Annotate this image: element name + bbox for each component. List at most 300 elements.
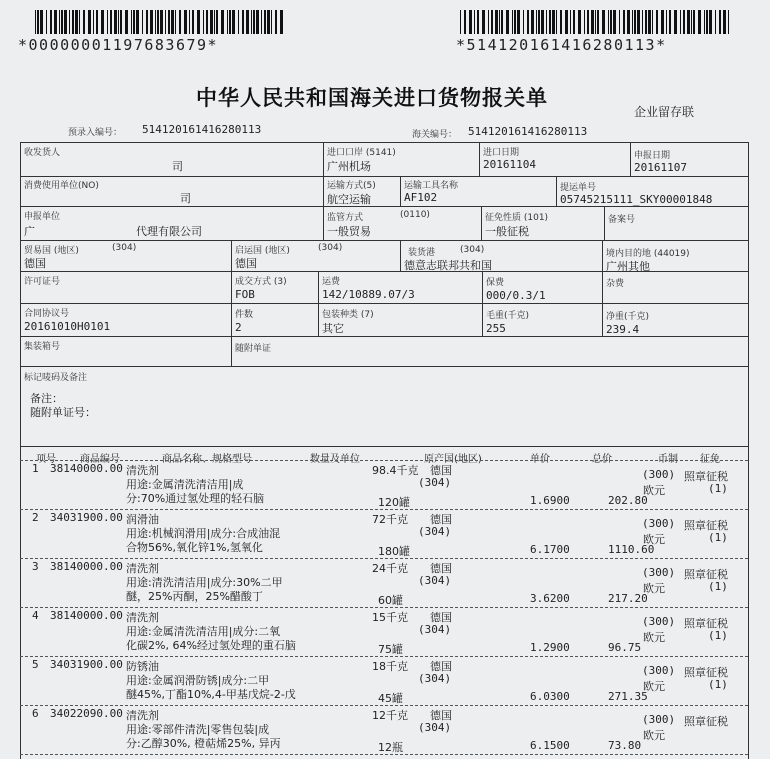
col-unit-price: 单价 bbox=[530, 454, 550, 465]
barcode-bar bbox=[488, 10, 489, 34]
barcode-bar bbox=[595, 10, 596, 34]
barcode-bar bbox=[499, 10, 500, 34]
goods-spec-2: 醚，25%丙酮，25%醋酸丁 bbox=[126, 590, 263, 603]
barcode-bar bbox=[687, 10, 690, 34]
barcode-bar bbox=[146, 10, 148, 34]
barcode-bar bbox=[634, 10, 636, 34]
qty-weight: 24千克 bbox=[372, 562, 408, 575]
barcode-bar bbox=[587, 10, 589, 34]
barcode-bar bbox=[131, 10, 132, 34]
barcode-bar bbox=[514, 10, 516, 34]
barcode-bar bbox=[189, 10, 190, 34]
customs-no-value: 514120161416280113 bbox=[468, 125, 588, 138]
goods-name: 润滑油 bbox=[126, 513, 159, 526]
customs-no-label: 海关编号： bbox=[412, 130, 458, 140]
goods-spec-1: 用途:金属清洗清洁用|成分:二氧 bbox=[126, 625, 281, 638]
barcode-bar bbox=[683, 10, 685, 34]
import-port-value: 广州机场 bbox=[327, 160, 371, 173]
declare-date-value: 20161107 bbox=[634, 161, 687, 174]
currency: 欧元 bbox=[643, 680, 665, 693]
barcode-bar bbox=[37, 10, 39, 34]
qty-weight: 98.4千克 bbox=[372, 464, 419, 477]
barcode-bar bbox=[280, 10, 283, 34]
barcode-bar bbox=[232, 10, 235, 34]
hs-code: 34031900.00 bbox=[50, 658, 123, 671]
goods-spec-2: 化碳2%, 64%经过氢处理的重石脑 bbox=[126, 639, 296, 652]
barcode-right-number: *514120161416280113* bbox=[456, 36, 667, 54]
tax-nature-value: 一般征税 bbox=[485, 225, 529, 238]
barcode-bar bbox=[645, 10, 647, 34]
barcode-bar bbox=[133, 10, 135, 34]
barcode-bar bbox=[192, 10, 194, 34]
grid-line bbox=[481, 206, 482, 240]
origin-country-code: (304) bbox=[418, 672, 452, 685]
grid-line bbox=[20, 206, 748, 207]
deal-mode-label: 成交方式 (3) bbox=[235, 277, 287, 287]
barcode-bar bbox=[246, 10, 249, 34]
packing-label: 包装种类 (7) bbox=[322, 310, 374, 320]
barcode-bar bbox=[474, 10, 475, 34]
marks-label: 标记唛码及备注 bbox=[24, 373, 88, 383]
goods-spec-2: 分:乙醇30%, 橙萜烯25%, 异丙 bbox=[126, 737, 281, 750]
origin-country-code: (304) bbox=[418, 476, 452, 489]
item-no: 2 bbox=[32, 511, 39, 524]
barcode-bar bbox=[552, 10, 555, 34]
packing-value: 其它 bbox=[322, 322, 344, 335]
goods-spec-1: 用途:零部件清洗|零售包装|成 bbox=[126, 723, 270, 736]
barcode-bar bbox=[464, 10, 466, 34]
grid-line bbox=[630, 142, 631, 176]
grid-line bbox=[20, 240, 748, 241]
barcode-bar bbox=[150, 10, 153, 34]
remarks-label: 备注： bbox=[30, 392, 63, 405]
barcode-bar bbox=[706, 10, 708, 34]
import-date-value: 20161104 bbox=[483, 158, 536, 171]
loading-port-code: (304) bbox=[460, 245, 485, 255]
transport-mode-label: 运输方式(5) bbox=[327, 181, 376, 191]
barcode-bar bbox=[165, 10, 166, 34]
unit-price: 6.1700 bbox=[530, 543, 570, 556]
barcode-bar bbox=[597, 10, 599, 34]
total-price: 202.80 bbox=[608, 494, 648, 507]
barcode-bar bbox=[627, 10, 630, 34]
tax-code: (1) bbox=[708, 678, 728, 691]
barcode-bar bbox=[619, 10, 620, 34]
col-total: 总价 bbox=[592, 454, 612, 465]
barcode-bar bbox=[83, 10, 85, 34]
grid-line bbox=[20, 366, 748, 367]
barcode-bar bbox=[79, 10, 80, 34]
goods-name: 清洗剂 bbox=[126, 611, 159, 624]
goods-spec-2: 合物56%,氧化锌1%,氢氧化 bbox=[126, 541, 263, 554]
barcode-bar bbox=[206, 10, 208, 34]
origin-country: 德国 bbox=[430, 562, 452, 575]
hs-code: 38140000.00 bbox=[50, 560, 123, 573]
tax-code: (1) bbox=[708, 580, 728, 593]
supervision-label: 监管方式 bbox=[327, 213, 364, 223]
barcode-bar bbox=[251, 10, 252, 34]
misc-label: 杂费 bbox=[606, 279, 625, 289]
goods-spec-2: 分:70%通过氢处理的轻石脑 bbox=[126, 492, 265, 505]
qty-count: 75罐 bbox=[378, 643, 403, 656]
row-divider bbox=[20, 558, 748, 559]
freight-value: 142/10889.07/3 bbox=[322, 288, 415, 301]
row-divider bbox=[20, 656, 748, 657]
col-name-spec: 商品名称、规格型号 bbox=[162, 454, 252, 465]
item-no: 5 bbox=[32, 658, 39, 671]
barcode-bar bbox=[591, 10, 594, 34]
hs-code: 34022090.00 bbox=[50, 707, 123, 720]
barcode-bar bbox=[506, 10, 509, 34]
barcode-bar bbox=[160, 10, 163, 34]
barcode-bar bbox=[723, 10, 726, 34]
tax-mode: 照章征税 bbox=[684, 715, 728, 728]
grid-line bbox=[20, 303, 748, 304]
barcode-bar bbox=[648, 10, 651, 34]
item-no: 4 bbox=[32, 609, 39, 622]
contract-value: 20161010H0101 bbox=[24, 320, 111, 333]
currency: 欧元 bbox=[643, 631, 665, 644]
pre-entry-value: 514120161416280113 bbox=[142, 123, 262, 136]
barcode-bar bbox=[531, 10, 534, 34]
freight-label: 运费 bbox=[322, 277, 341, 287]
barcode-bar bbox=[693, 10, 695, 34]
barcode-bar bbox=[114, 10, 117, 34]
currency: 欧元 bbox=[643, 729, 665, 742]
barcode-bar bbox=[680, 10, 681, 34]
barcode-bar bbox=[59, 10, 60, 34]
qty-weight: 72千克 bbox=[372, 513, 408, 526]
tax-code: (1) bbox=[708, 531, 728, 544]
barcode-bar bbox=[35, 10, 36, 34]
goods-spec-1: 用途:金属润滑防锈|成分:二甲 bbox=[126, 674, 270, 687]
barcode-bar bbox=[203, 10, 204, 34]
attached-docs-label: 随附单证 bbox=[235, 344, 272, 354]
barcode-bar bbox=[573, 10, 575, 34]
barcode-bar bbox=[523, 10, 524, 34]
currency-code: (300) bbox=[642, 713, 676, 726]
unit-price: 3.6200 bbox=[530, 592, 570, 605]
barcode-right bbox=[460, 10, 730, 34]
consignee-label: 收发货人 bbox=[24, 148, 61, 158]
qty-weight: 15千克 bbox=[372, 611, 408, 624]
gross-weight-value: 255 bbox=[486, 322, 506, 335]
barcode-bar bbox=[565, 10, 568, 34]
barcode-bar bbox=[40, 10, 43, 34]
copy-label: 企业留存联 bbox=[634, 105, 695, 119]
item-no: 3 bbox=[32, 560, 39, 573]
supervision-value: 一般贸易 bbox=[327, 225, 371, 238]
pre-entry-label: 预录入编号： bbox=[68, 128, 123, 138]
barcode-bar bbox=[155, 10, 156, 34]
barcode-bar bbox=[256, 10, 259, 34]
barcode-bar bbox=[179, 10, 181, 34]
deal-mode-value: FOB bbox=[235, 288, 255, 301]
barcode-bar bbox=[210, 10, 213, 34]
pieces-value: 2 bbox=[235, 321, 242, 334]
barcode-bar bbox=[527, 10, 529, 34]
barcode-bar bbox=[715, 10, 716, 34]
loading-port-value: 德意志联邦共和国 bbox=[404, 259, 492, 272]
qty-count: 60罐 bbox=[378, 594, 403, 607]
transport-tool-value: AF102 bbox=[404, 191, 438, 204]
barcode-bar bbox=[656, 10, 658, 34]
barcode-bar bbox=[661, 10, 664, 34]
barcode-bar bbox=[261, 10, 262, 34]
total-price: 96.75 bbox=[608, 641, 642, 654]
col-origin: 原产国(地区) bbox=[424, 454, 482, 465]
consumer-value: 司 bbox=[180, 192, 191, 205]
pieces-label: 件数 bbox=[235, 310, 254, 320]
barcode-bar bbox=[501, 10, 503, 34]
bill-no-label: 提运单号 bbox=[560, 183, 597, 193]
barcode-bar bbox=[549, 10, 551, 34]
barcode-bar bbox=[171, 10, 174, 34]
qty-weight: 12千克 bbox=[372, 709, 408, 722]
tax-mode: 照章征税 bbox=[684, 470, 728, 483]
trade-country-code: (304) bbox=[112, 243, 137, 253]
barcode-bar bbox=[221, 10, 224, 34]
barcode-bar bbox=[691, 10, 692, 34]
tax-mode: 照章征税 bbox=[684, 519, 728, 532]
declarant-label: 申报单位 bbox=[24, 212, 61, 222]
barcode-bar bbox=[541, 10, 544, 34]
trade-country-label: 贸易国 (地区) bbox=[24, 246, 79, 256]
grid-line bbox=[231, 240, 232, 366]
col-item-no: 项号 bbox=[36, 454, 56, 465]
col-currency: 币制 bbox=[658, 454, 678, 465]
row-divider bbox=[20, 705, 748, 706]
origin-country-label: 启运国 (地区) bbox=[235, 246, 290, 256]
barcode-bar bbox=[197, 10, 200, 34]
origin-country-code: (304) bbox=[418, 574, 452, 587]
declare-date-label: 申报日期 bbox=[634, 151, 671, 161]
goods-spec-1: 用途:金属清洗清洁用|成 bbox=[126, 478, 244, 491]
origin-country: 德国 bbox=[430, 464, 452, 477]
barcode-bar bbox=[46, 10, 47, 34]
barcode-bar bbox=[642, 10, 643, 34]
grid-line bbox=[20, 142, 748, 143]
trade-country-value: 德国 bbox=[24, 257, 46, 270]
barcode-bar bbox=[666, 10, 667, 34]
barcode-bar bbox=[214, 10, 215, 34]
import-date-label: 进口日期 bbox=[483, 148, 520, 158]
barcode-bar bbox=[698, 10, 701, 34]
barcode-bar bbox=[136, 10, 139, 34]
barcode-bar bbox=[120, 10, 122, 34]
barcode-bar bbox=[674, 10, 677, 34]
net-weight-label: 净重(千克) bbox=[606, 312, 650, 322]
barcode-bar bbox=[264, 10, 266, 34]
barcode-bar bbox=[175, 10, 176, 34]
unit-price: 6.1500 bbox=[530, 739, 570, 752]
barcode-bar bbox=[482, 10, 485, 34]
grid-line bbox=[400, 176, 401, 206]
col-qty-unit: 数量及单位 bbox=[310, 454, 360, 465]
barcode-bar bbox=[64, 10, 67, 34]
goods-name: 清洗剂 bbox=[126, 709, 159, 722]
barcode-bar bbox=[275, 10, 277, 34]
supervision-code: (0110) bbox=[400, 210, 430, 220]
grid-line bbox=[400, 240, 401, 271]
consumer-label: 消费使用单位(NO) bbox=[24, 181, 99, 191]
currency-code: (300) bbox=[642, 615, 676, 628]
col-hs-code: 商品编号 bbox=[80, 454, 120, 465]
row-divider bbox=[20, 607, 748, 608]
item-no: 1 bbox=[32, 462, 39, 475]
goods-name: 清洗剂 bbox=[126, 562, 159, 575]
goods-spec-1: 用途:机械润滑用|成分:合成油混 bbox=[126, 527, 281, 540]
barcode-bar bbox=[632, 10, 633, 34]
origin-country: 德国 bbox=[430, 660, 452, 673]
barcode-bar bbox=[608, 10, 609, 34]
total-price: 1110.60 bbox=[608, 543, 655, 556]
insurance-label: 保费 bbox=[486, 278, 505, 288]
grid-line bbox=[482, 271, 483, 336]
goods-name: 防锈油 bbox=[126, 660, 159, 673]
origin-country-value: 德国 bbox=[235, 257, 257, 270]
barcode-bar bbox=[728, 10, 729, 34]
barcode-bar bbox=[560, 10, 562, 34]
grid-line bbox=[20, 176, 748, 177]
qty-count: 120罐 bbox=[378, 496, 410, 509]
tax-code: (1) bbox=[708, 482, 728, 495]
barcode-bar bbox=[54, 10, 57, 34]
barcode-bar bbox=[517, 10, 520, 34]
col-tax: 征免 bbox=[700, 454, 720, 465]
barcode-bar bbox=[556, 10, 557, 34]
row-divider bbox=[20, 754, 748, 755]
grid-line bbox=[556, 176, 557, 206]
barcode-bar bbox=[536, 10, 537, 34]
barcode-bar bbox=[75, 10, 78, 34]
grid-line bbox=[479, 142, 480, 176]
barcode-bar bbox=[238, 10, 239, 34]
barcode-bar bbox=[491, 10, 493, 34]
barcode-bar bbox=[271, 10, 272, 34]
grid-line bbox=[604, 206, 605, 240]
unit-price: 1.6900 bbox=[530, 494, 570, 507]
barcode-bar bbox=[584, 10, 585, 34]
currency-code: (300) bbox=[642, 468, 676, 481]
barcode-bar bbox=[477, 10, 479, 34]
goods-spec-2: 醚45%,丁酯10%,4-甲基戊烷-2-戊 bbox=[126, 688, 296, 701]
barcode-bar bbox=[652, 10, 653, 34]
qty-count: 45罐 bbox=[378, 692, 403, 705]
barcode-bar bbox=[61, 10, 63, 34]
barcode-bar bbox=[168, 10, 170, 34]
barcode-bar bbox=[88, 10, 91, 34]
qty-count: 180罐 bbox=[378, 545, 410, 558]
currency-code: (300) bbox=[642, 566, 676, 579]
currency-code: (300) bbox=[642, 664, 676, 677]
barcode-bar bbox=[460, 10, 461, 34]
gross-weight-label: 毛重(千克) bbox=[486, 311, 530, 321]
barcode-left-number: *00000001197683679* bbox=[18, 36, 219, 54]
currency-code: (300) bbox=[642, 517, 676, 530]
barcode-bar bbox=[623, 10, 625, 34]
form-title: 中华人民共和国海关进口货物报关单 bbox=[196, 86, 548, 110]
record-no-label: 备案号 bbox=[608, 215, 636, 225]
barcode-bar bbox=[96, 10, 98, 34]
barcode-bar bbox=[512, 10, 513, 34]
grid-line bbox=[748, 142, 749, 759]
currency: 欧元 bbox=[643, 533, 665, 546]
tax-nature-label: 征免性质 (101) bbox=[485, 213, 549, 223]
attached-doc-no-label: 随附单证号： bbox=[30, 406, 96, 419]
barcode-bar bbox=[125, 10, 128, 34]
row-divider bbox=[20, 509, 748, 510]
origin-country: 德国 bbox=[430, 709, 452, 722]
bill-no-value: 05745215111_SKY00001848 bbox=[560, 193, 713, 206]
loading-port-label: 装货港 bbox=[408, 248, 436, 258]
barcode-bar bbox=[469, 10, 472, 34]
tax-code: (1) bbox=[708, 629, 728, 642]
hs-code: 38140000.00 bbox=[50, 462, 123, 475]
transport-tool-label: 运输工具名称 bbox=[404, 181, 459, 191]
contract-label: 合同协议号 bbox=[24, 309, 70, 319]
unit-price: 6.0300 bbox=[530, 690, 570, 703]
barcode-bar bbox=[242, 10, 244, 34]
grid-line bbox=[602, 240, 603, 336]
origin-country-code: (304) bbox=[418, 525, 452, 538]
item-no: 6 bbox=[32, 707, 39, 720]
barcode-bar bbox=[184, 10, 187, 34]
unit-price: 1.2900 bbox=[530, 641, 570, 654]
barcode-bar bbox=[669, 10, 671, 34]
qty-weight: 18千克 bbox=[372, 660, 408, 673]
declarant-value-a: 广 bbox=[24, 225, 35, 238]
barcode-bar bbox=[93, 10, 94, 34]
goods-spec-1: 用途:清洗清洁用|成分:30%二甲 bbox=[126, 576, 283, 589]
tax-mode: 照章征税 bbox=[684, 568, 728, 581]
barcode-bar bbox=[538, 10, 540, 34]
barcode-bar bbox=[69, 10, 70, 34]
barcode-bar bbox=[107, 10, 108, 34]
barcode-bar bbox=[227, 10, 228, 34]
import-port-label: 进口口岸 (5141) bbox=[327, 148, 396, 158]
barcode-bar bbox=[495, 10, 498, 34]
barcode-bar bbox=[637, 10, 640, 34]
barcode-bar bbox=[570, 10, 571, 34]
barcode-bar bbox=[578, 10, 581, 34]
currency: 欧元 bbox=[643, 484, 665, 497]
license-label: 许可证号 bbox=[24, 277, 61, 287]
barcode-bar bbox=[253, 10, 255, 34]
tax-mode: 照章征税 bbox=[684, 617, 728, 630]
barcode-bar bbox=[719, 10, 721, 34]
barcode-bar bbox=[602, 10, 605, 34]
barcode-bar bbox=[110, 10, 112, 34]
barcode-bar bbox=[704, 10, 705, 34]
total-price: 73.80 bbox=[608, 739, 642, 752]
qty-count: 12瓶 bbox=[378, 741, 403, 754]
net-weight-value: 239.4 bbox=[606, 323, 640, 336]
origin-country: 德国 bbox=[430, 611, 452, 624]
domestic-dest-value: 广州其他 bbox=[606, 260, 650, 273]
grid-line bbox=[20, 142, 21, 759]
origin-country-code: (304) bbox=[418, 721, 452, 734]
barcode-bar bbox=[142, 10, 143, 34]
origin-country: 德国 bbox=[430, 513, 452, 526]
barcode-bar bbox=[157, 10, 159, 34]
container-label: 集装箱号 bbox=[24, 342, 61, 352]
consignee-value: 司 bbox=[172, 160, 183, 173]
grid-line bbox=[318, 271, 319, 336]
currency: 欧元 bbox=[643, 582, 665, 595]
barcode-bar bbox=[709, 10, 712, 34]
barcode-left bbox=[35, 10, 285, 34]
